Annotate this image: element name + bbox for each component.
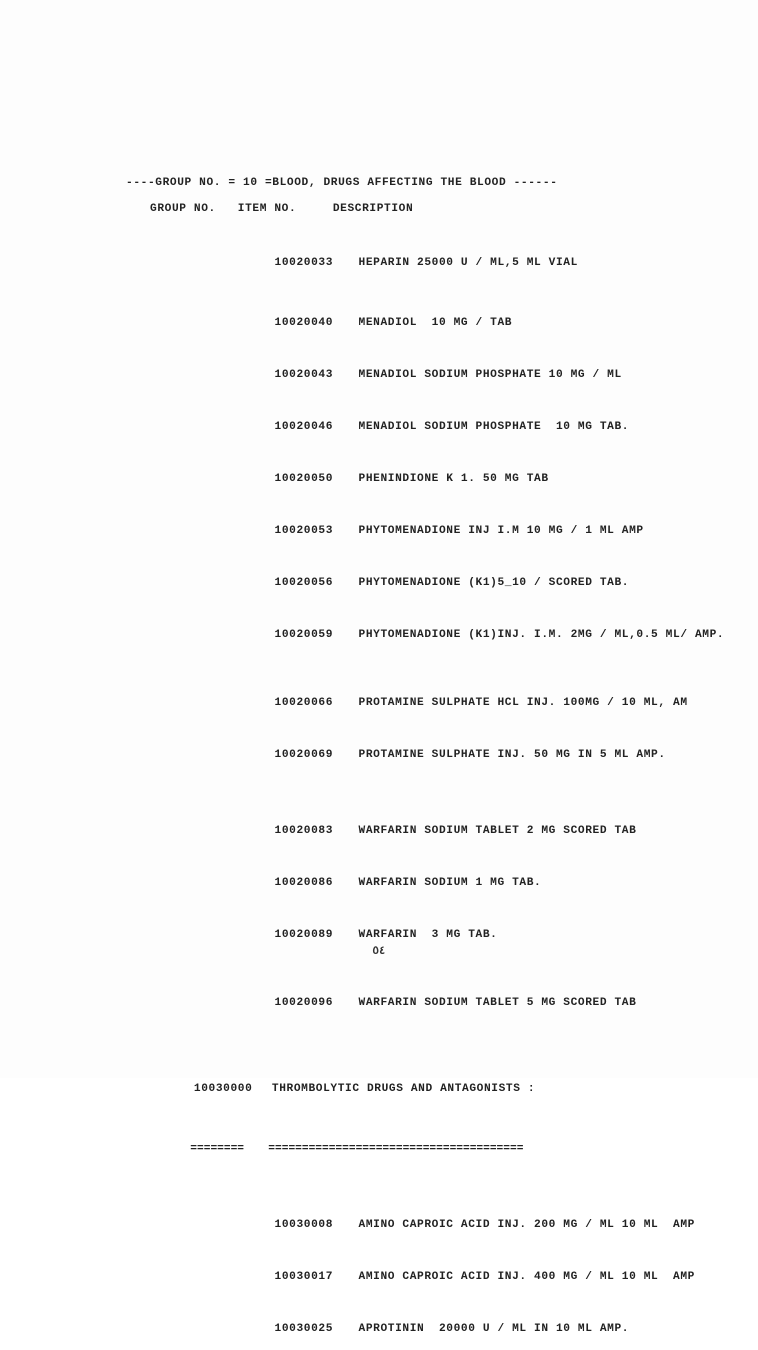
spacer: [0, 604, 758, 614]
spacer: [0, 344, 758, 354]
drug-block: [0, 1204, 758, 1350]
item-number: 10020086: [274, 877, 334, 889]
table-row: [0, 562, 758, 604]
drug-block: [0, 810, 758, 956]
section-rule-right: ======================================: [268, 1143, 524, 1155]
table-row: [0, 862, 758, 904]
drug-block: [0, 682, 758, 776]
item-number: 10020066: [274, 697, 334, 709]
document-body: [0, 176, 758, 1350]
item-description: PHYTOMENADIONE (K1)INJ. I.M. 2MG / ML,0.5 ML/ AMP.: [358, 629, 725, 641]
drug-block: [0, 242, 758, 284]
spacer: [0, 656, 758, 682]
table-row: [0, 734, 758, 776]
spacer: [0, 448, 758, 458]
item-description: PHYTOMENADIONE INJ I.M 10 MG / 1 ML AMP: [358, 525, 644, 537]
item-number: 10020040: [274, 317, 334, 329]
table-row: [0, 810, 758, 852]
spacer: [0, 396, 758, 406]
item-number: 10020083: [274, 825, 334, 837]
item-description: WARFARIN SODIUM 1 MG TAB.: [358, 877, 542, 889]
section-title: THROMBOLYTIC DRUGS AND ANTAGONISTS :: [271, 1083, 536, 1095]
item-description: MENADIOL SODIUM PHOSPHATE 10 MG TAB.: [358, 421, 630, 433]
item-description: PROTAMINE SULPHATE HCL INJ. 100MG / 10 ML, AM: [358, 697, 688, 709]
spacer: [0, 904, 758, 914]
table-row: [0, 614, 758, 656]
table-row: [0, 510, 758, 552]
item-number: 10020043: [274, 369, 334, 381]
item-description: MENADIOL 10 MG / TAB: [358, 317, 513, 329]
item-description: HEPARIN 25000 U / ML,5 ML VIAL: [358, 257, 578, 269]
item-description: AMINO CAPROIC ACID INJ. 200 MG / ML 10 ML AMP: [358, 1219, 695, 1231]
spacer: [0, 552, 758, 562]
table-row: [0, 682, 758, 724]
table-row: [0, 406, 758, 448]
spacer: [0, 1298, 758, 1308]
item-description: WARFARIN SODIUM TABLET 2 MG SCORED TAB: [358, 825, 637, 837]
section-number: 10030000: [193, 1083, 253, 1095]
group-header: ----GROUP NO. = 10 =BLOOD, DRUGS AFFECTING THE BLOOD ------: [126, 177, 558, 189]
item-number: 10020046: [274, 421, 334, 433]
item-number: 10030008: [274, 1219, 334, 1231]
spacer: [0, 1246, 758, 1256]
item-number: 10020053: [274, 525, 334, 537]
section-heading: [0, 1068, 758, 1110]
item-description: MENADIOL SODIUM PHOSPHATE 10 MG / ML: [358, 369, 622, 381]
spacer: [0, 500, 758, 510]
column-header: GROUP NO. ITEM NO. DESCRIPTION: [150, 203, 414, 215]
spacer: [0, 956, 758, 982]
item-number: 10020033: [274, 257, 334, 269]
spacer: [0, 852, 758, 862]
spacer: [0, 216, 758, 242]
item-description: PHYTOMENADIONE (K1)5_10 / SCORED TAB.: [358, 577, 630, 589]
section-rule-left: ========: [190, 1143, 245, 1155]
section-rule: [0, 1128, 758, 1170]
item-number: 10020096: [274, 997, 334, 1009]
drug-block: [0, 302, 758, 656]
spacer: [0, 1110, 758, 1128]
spacer: [0, 284, 758, 302]
table-row: [0, 1308, 758, 1350]
item-description: PROTAMINE SULPHATE INJ. 50 MG IN 5 ML AMP.: [358, 749, 666, 761]
spacer: [0, 1058, 758, 1068]
table-row: [0, 458, 758, 500]
spacer: [0, 776, 758, 810]
item-description: AMINO CAPROIC ACID INJ. 400 MG / ML 10 ML AMP: [358, 1271, 695, 1283]
table-row: [0, 242, 758, 284]
spacer: [0, 724, 758, 734]
item-number: 10020069: [274, 749, 334, 761]
table-row: [0, 354, 758, 396]
page-number: ٥٤: [372, 946, 386, 958]
item-number: 10020089: [274, 929, 334, 941]
item-description: APROTININ 20000 U / ML IN 10 ML AMP.: [358, 1323, 630, 1335]
item-number: 10030017: [274, 1271, 334, 1283]
item-number: 10020050: [274, 473, 334, 485]
drug-block: [0, 982, 758, 1024]
item-number: 10030025: [274, 1323, 334, 1335]
item-description: WARFARIN 3 MG TAB.: [358, 929, 498, 941]
item-description: WARFARIN SODIUM TABLET 5 MG SCORED TAB: [358, 997, 637, 1009]
table-row: [0, 982, 758, 1024]
item-number: 10020056: [274, 577, 334, 589]
spacer: [0, 1170, 758, 1204]
table-row: [0, 1204, 758, 1246]
table-row: [0, 302, 758, 344]
table-row: [0, 1256, 758, 1298]
spacer: [0, 1024, 758, 1058]
item-description: PHENINDIONE K 1. 50 MG TAB: [358, 473, 549, 485]
item-number: 10020059: [274, 629, 334, 641]
